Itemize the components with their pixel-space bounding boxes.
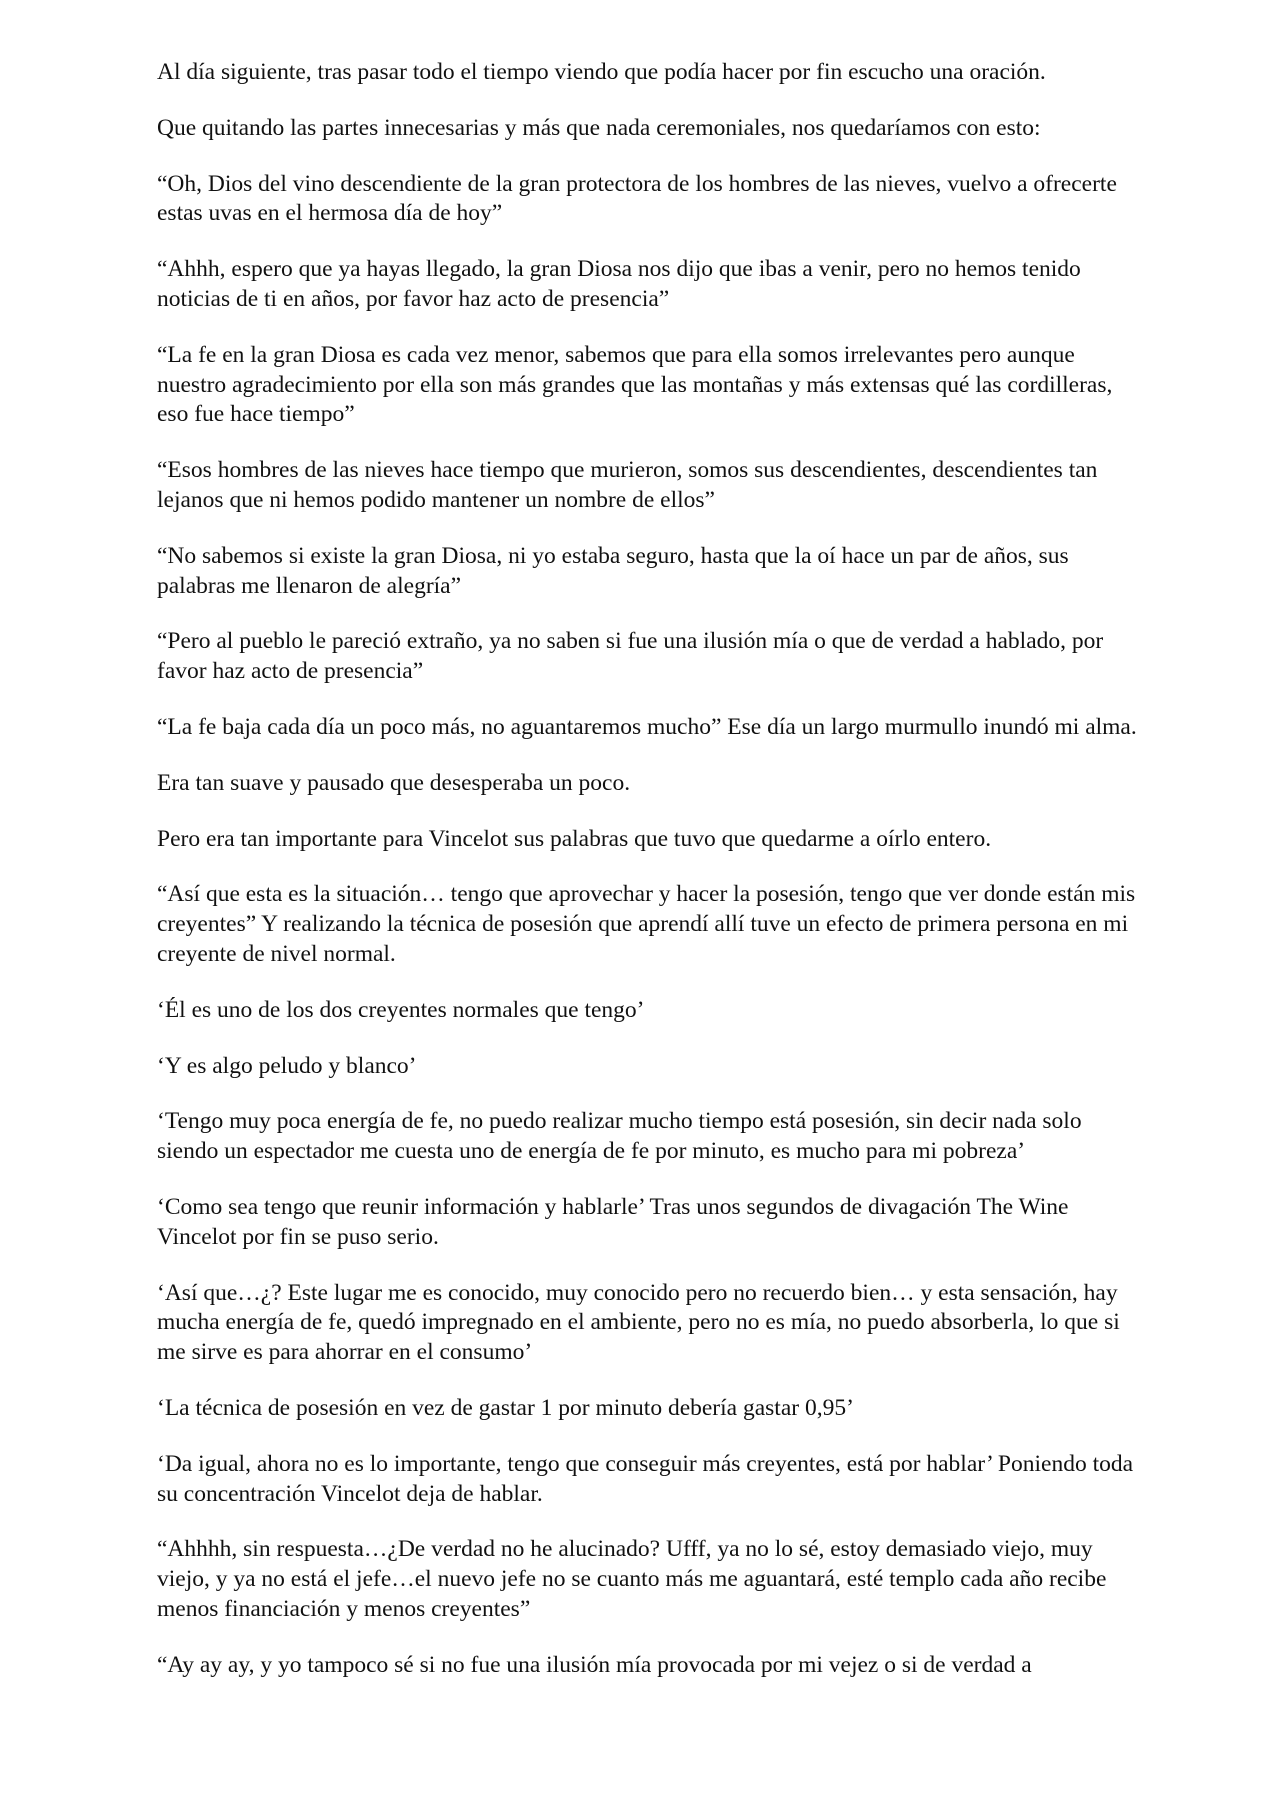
paragraph: “La fe baja cada día un poco más, no aguantaremos mucho” Ese día un largo murmullo inundó mi alma. [157,713,1137,740]
paragraph: Era tan suave y pausado que desesperaba un poco. [157,769,631,796]
paragraph: ‘Tengo muy poca energía de fe, no puedo realizar mucho tiempo está posesión, sin decir nada solo siendo un espectador me cuesta uno de energía de fe por minuto, es mucho para mi pobreza’ [157,1108,1082,1165]
paragraph: “La fe en la gran Diosa es cada vez menor, sabemos que para ella somos irrelevantes pero aunque nuestro agradecimiento por ella son más grandes que las montañas y más extensas qué las cordilleras, eso fue hace tiempo” [157,341,1113,428]
paragraph: Que quitando las partes innecesarias y más que nada ceremoniales, nos quedaríamos con esto: [157,114,1041,141]
paragraph: “Así que esta es la situación… tengo que aprovechar y hacer la posesión, tengo que ver donde están mis creyentes” Y realizando la técnica de posesión que aprendí allí tuve un efecto de primera persona en mi creyente de nivel normal. [157,881,1136,967]
paragraph: “Esos hombres de las nieves hace tiempo que murieron, somos sus descendientes, descendientes tan lejanos que ni hemos podido mantener un nombre de ellos” [157,457,1098,513]
paragraph: ‘Así que…¿? Este lugar me es conocido, muy conocido pero no recuerdo bien… y esta sensación, hay mucha energía de fe, quedó impregnado en el ambiente, pero no es mía, no puedo absorberla, lo que si me sirve es para ahorrar en el consumo’ [157,1279,1120,1366]
paragraph: “No sabemos si existe la gran Diosa, ni yo estaba seguro, hasta que la oí hace un par de años, sus palabras me llenaron de alegría” [157,542,1069,599]
paragraph: ‘Él es uno de los dos creyentes normales que tengo’ [157,996,645,1023]
paragraph: Al día siguiente, tras pasar todo el tiempo viendo que podía hacer por fin escucho una oración. [157,59,1046,85]
paragraph: ‘Como sea tengo que reunir información y hablarle’ Tras unos segundos de divagación The Wine Vincelot por fin se puso serio. [157,1193,1069,1250]
body-text [157,58,1147,1706]
paragraph: ‘La técnica de posesión en vez de gastar 1 por minuto debería gastar 0,95’ [157,1394,854,1421]
paragraph: ‘Da igual, ahora no es lo importante, tengo que conseguir más creyentes, está por hablar’ Poniendo toda su concentración Vincelot deja de hablar. [157,1450,1134,1507]
paragraph: “Pero al pueblo le pareció extraño, ya no saben si fue una ilusión mía o que de verdad a hablado, por favor haz acto de presencia” [157,628,1104,685]
paragraph: “Ay ay ay, y yo tampoco sé si no fue una ilusión mía provocada por mi vejez o si de verdad a [157,1651,1032,1678]
paragraph: “Oh, Dios del vino descendiente de la gran protectora de los hombres de las nieves, vuelvo a ofrecerte estas uvas en el hermosa día de hoy” [157,170,1117,227]
paragraph: Pero era tan importante para Vincelot sus palabras que tuvo que quedarme a oírlo entero. [157,825,992,852]
paragraph: “Ahhh, espero que ya hayas llegado, la gran Diosa nos dijo que ibas a venir, pero no hemos tenido noticias de ti en años, por favor haz acto de presencia” [157,256,1081,312]
paragraph: ‘Y es algo peludo y blanco’ [157,1052,417,1079]
paragraph: “Ahhhh, sin respuesta…¿De verdad no he alucinado? Ufff, ya no lo sé, estoy demasiado viejo, muy viejo, y ya no está el jefe…el nuevo jefe no se cuanto más me aguantará, esté templo cada año recibe menos financiación y menos creyentes” [157,1536,1107,1622]
